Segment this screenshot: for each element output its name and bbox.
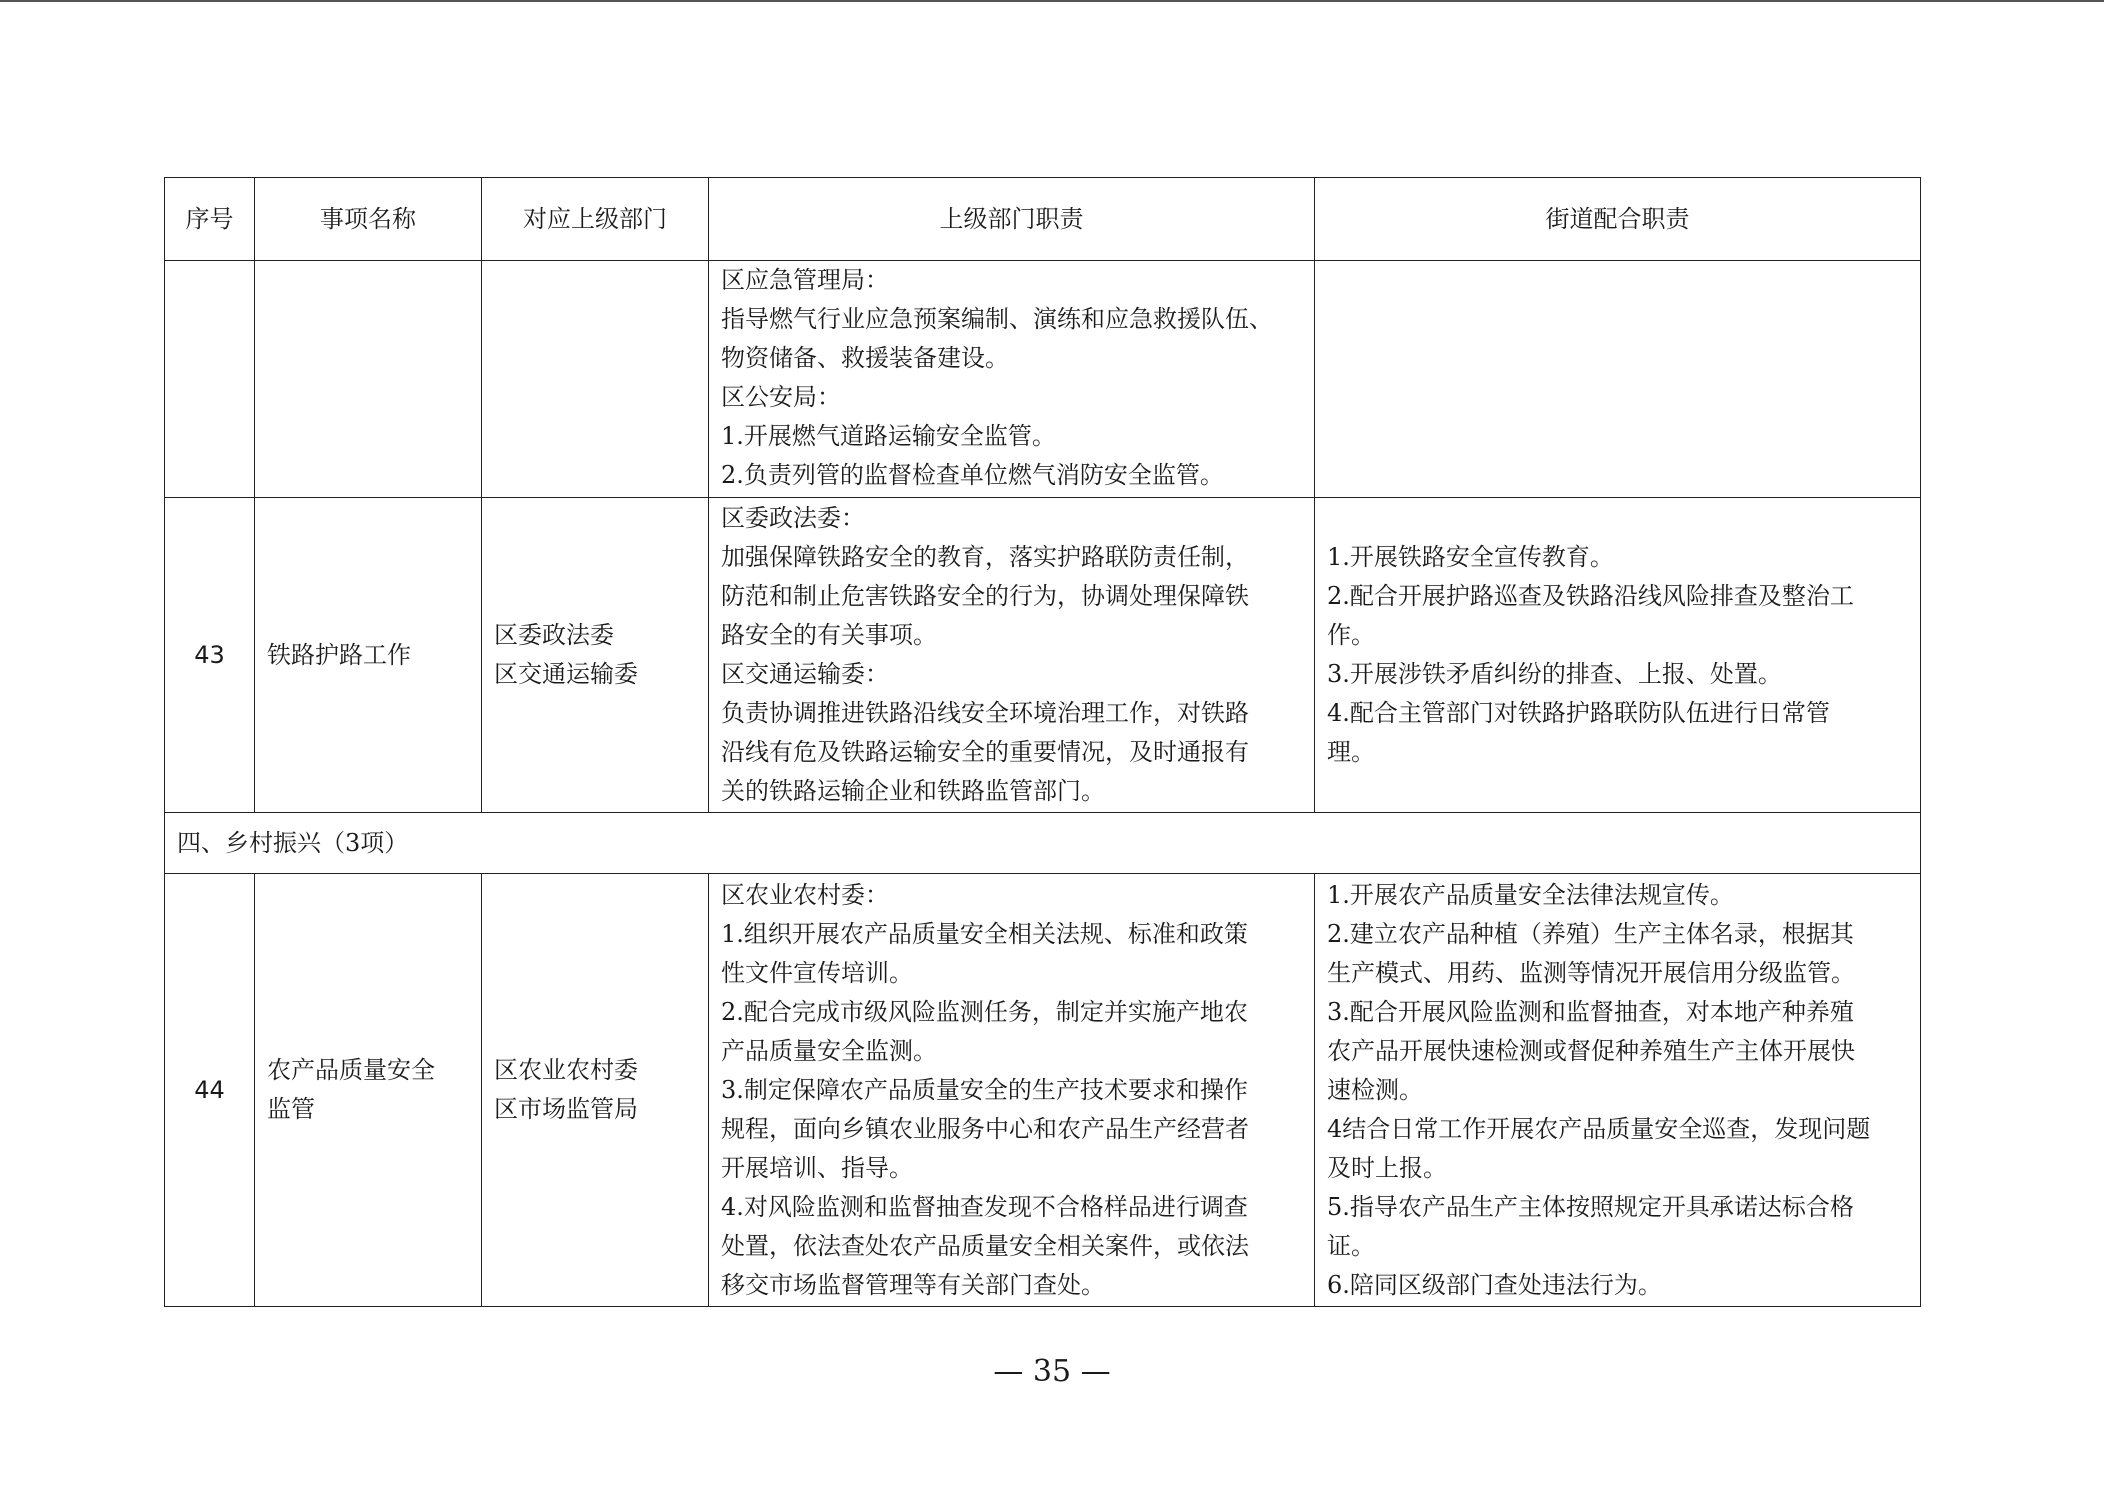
cell-name-continued: [255, 261, 482, 498]
text-line: 防范和制止危害铁路安全的行为，协调处理保障铁: [721, 582, 1249, 610]
text-line: 性文件宣传培训。: [721, 958, 913, 987]
text-line: 处置，依法查处农产品质量安全相关案件，或依法: [721, 1231, 1249, 1260]
text-line: 沿线有危及铁路运输安全的重要情况，及时通报有: [721, 738, 1249, 766]
text-line: 4.配合主管部门对铁路护路联防队伍进行日常管: [1327, 699, 1830, 727]
text-line: 及时上报。: [1327, 1153, 1447, 1182]
text-line: 1.开展燃气道路运输安全监管。: [721, 422, 1056, 450]
text-line: 证。: [1327, 1231, 1375, 1260]
text-line: 关的铁路运输企业和铁路监管部门。: [721, 777, 1105, 805]
text-line: 理。: [1327, 738, 1375, 766]
dept-line: 区市场监管局: [494, 1095, 638, 1123]
section-row: [165, 813, 1921, 874]
text-line: 2.配合完成市级风险监测任务，制定并实施产地农: [721, 997, 1248, 1026]
duty-table: [164, 177, 1921, 1307]
text-line: 开展培训、指导。: [721, 1153, 913, 1182]
text-line: 1.组织开展农产品质量安全相关法规、标准和政策: [721, 919, 1248, 948]
section-title: 四、乡村振兴（3项）: [165, 813, 1921, 874]
text-line: 农产品开展快速检测或督促种养殖生产主体开展快: [1327, 1036, 1855, 1065]
table-row-44: [165, 874, 1921, 1307]
text-line: 2.负责列管的监督检查单位燃气消防安全监管。: [721, 461, 1224, 489]
text-line: 1.开展农产品质量安全法律法规宣传。: [1327, 880, 1734, 909]
header-street-duty: 街道配合职责: [1315, 178, 1921, 261]
cell-dept-continued: [482, 261, 709, 498]
text-line: 作。: [1327, 621, 1375, 649]
cell-upper-duty-44: [709, 874, 1315, 1307]
cell-name-44: [255, 874, 482, 1307]
cell-upper-duty-43: [709, 498, 1315, 813]
cell-dept-44: [482, 874, 709, 1307]
text-line: 物资储备、救援装备建设。: [721, 344, 1009, 372]
text-line: 1.开展铁路安全宣传教育。: [1327, 543, 1614, 571]
table-row-43: [165, 498, 1921, 813]
text-line: 负责协调推进铁路沿线安全环境治理工作，对铁路: [721, 699, 1249, 727]
name-line: 农产品质量安全: [267, 1056, 435, 1084]
text-line: 加强保障铁路安全的教育，落实护路联防责任制，: [721, 543, 1249, 571]
text-line: 区公安局：: [721, 383, 841, 411]
text-line: 3.开展涉铁矛盾纠纷的排查、上报、处置。: [1327, 660, 1782, 688]
header-upper-duty: 上级部门职责: [709, 178, 1315, 261]
text-line: 3.制定保障农产品质量安全的生产技术要求和操作: [721, 1075, 1248, 1104]
text-line: 生产模式、用药、监测等情况开展信用分级监管。: [1327, 958, 1855, 987]
cell-seq-continued: [165, 261, 255, 498]
text-line: 3.配合开展风险监测和监督抽查，对本地产种养殖: [1327, 997, 1854, 1026]
page-number: — 35 —: [993, 1354, 1111, 1389]
text-line: 指导燃气行业应急预案编制、演练和应急救援队伍、: [721, 305, 1273, 333]
text-line: 规程，面向乡镇农业服务中心和农产品生产经营者: [721, 1114, 1249, 1143]
text-line: 区交通运输委：: [721, 660, 889, 688]
text-line: 产品质量安全监测。: [721, 1036, 937, 1065]
table-row-continued: [165, 261, 1921, 498]
dept-line: 区委政法委: [494, 621, 614, 649]
cell-street-duty-43: [1315, 498, 1921, 813]
header-seq: 序号: [165, 178, 255, 261]
text-line: 6.陪同区级部门查处违法行为。: [1327, 1270, 1662, 1299]
cell-name-43: 铁路护路工作: [255, 498, 482, 813]
text-line: 2.建立农产品种植（养殖）生产主体名录，根据其: [1327, 919, 1854, 948]
dept-line: 区交通运输委: [494, 660, 638, 688]
text-line: 路安全的有关事项。: [721, 621, 937, 649]
table-header-row: [165, 178, 1921, 261]
header-upper-dept: 对应上级部门: [482, 178, 709, 261]
text-line: 区委政法委：: [721, 504, 865, 532]
cell-dept-43: [482, 498, 709, 813]
cell-seq-44: 44: [165, 874, 255, 1307]
cell-seq-43: 43: [165, 498, 255, 813]
text-line: 移交市场监督管理等有关部门查处。: [721, 1270, 1105, 1299]
text-line: 4结合日常工作开展农产品质量安全巡查，发现问题: [1327, 1114, 1871, 1143]
name-line: 监管: [267, 1095, 315, 1123]
top-border-line: [0, 0, 2104, 2]
cell-upper-duty-continued: [709, 261, 1315, 498]
text-line: 区应急管理局：: [721, 266, 889, 294]
dept-line: 区农业农村委: [494, 1056, 638, 1084]
cell-street-duty-44: [1315, 874, 1921, 1307]
text-line: 2.配合开展护路巡查及铁路沿线风险排查及整治工: [1327, 582, 1854, 610]
text-line: 速检测。: [1327, 1075, 1423, 1104]
text-line: 区农业农村委：: [721, 880, 889, 909]
cell-street-duty-continued: [1315, 261, 1921, 498]
header-item-name: 事项名称: [255, 178, 482, 261]
text-line: 5.指导农产品生产主体按照规定开具承诺达标合格: [1327, 1192, 1854, 1221]
text-line: 4.对风险监测和监督抽查发现不合格样品进行调查: [721, 1192, 1248, 1221]
